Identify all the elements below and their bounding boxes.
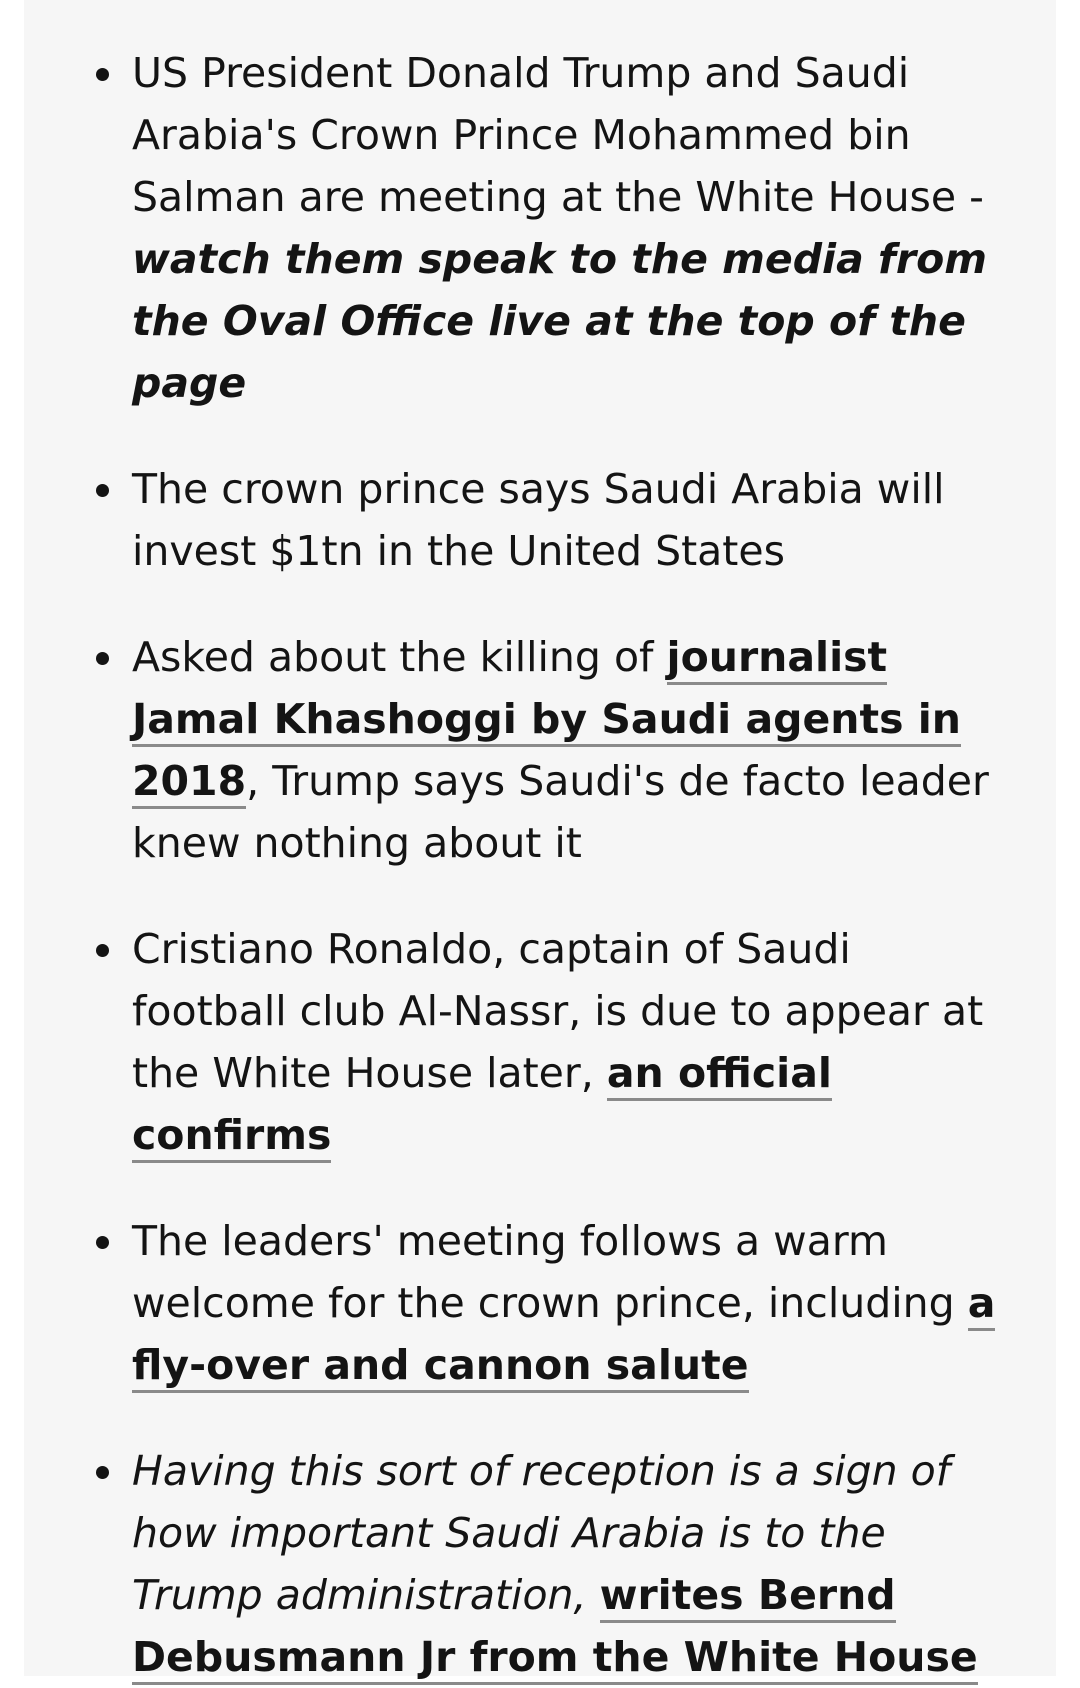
summary-card	[24, 0, 1056, 1681]
bullet-text: US President Donald Trump and Saudi Arabia's Crown Prince Mohammed bin Salman are meeting at the White House -	[132, 49, 984, 221]
list-item	[24, 42, 1016, 414]
list-item	[24, 1210, 1016, 1396]
khashoggi-link[interactable]: journalist Jamal Khashoggi by Saudi agents in 2018	[132, 633, 961, 809]
bullet-dot	[96, 1236, 109, 1249]
list-item	[24, 1440, 1016, 1688]
list-item	[24, 458, 1016, 582]
bullet-text: , Trump says Saudi's de facto leader knew nothing about it	[132, 757, 989, 867]
bullet-dot	[96, 484, 109, 497]
key-points-list	[24, 0, 1056, 1688]
bullet-text: Cristiano Ronaldo, captain of Saudi football club Al-Nassr, is due to appear at the White House later,	[132, 925, 984, 1097]
bullet-italic-text: Having this sort of reception is a sign of how important Saudi Arabia is to the Trump administration,	[132, 1447, 951, 1619]
bullet-dot	[96, 944, 109, 957]
bullet-text: The leaders' meeting follows a warm welcome for the crown prince, including	[132, 1217, 968, 1327]
bullet-dot	[96, 1466, 109, 1479]
debusmann-link[interactable]: writes Bernd Debusmann Jr from the White House	[132, 1571, 978, 1685]
bullet-dot	[96, 652, 109, 665]
bullet-text: Asked about the killing of	[132, 633, 667, 681]
bullet-emphasis: watch them speak to the media from the Oval Office live at the top of the page	[132, 235, 987, 407]
list-item	[24, 918, 1016, 1166]
official-confirms-link[interactable]: an official confirms	[132, 1049, 832, 1163]
fly-over-salute-link[interactable]: a fly-over and cannon salute	[132, 1279, 995, 1393]
bullet-text: The crown prince says Saudi Arabia will invest $1tn in the United States	[132, 465, 945, 575]
list-item	[24, 626, 1016, 874]
bullet-dot	[96, 68, 109, 81]
